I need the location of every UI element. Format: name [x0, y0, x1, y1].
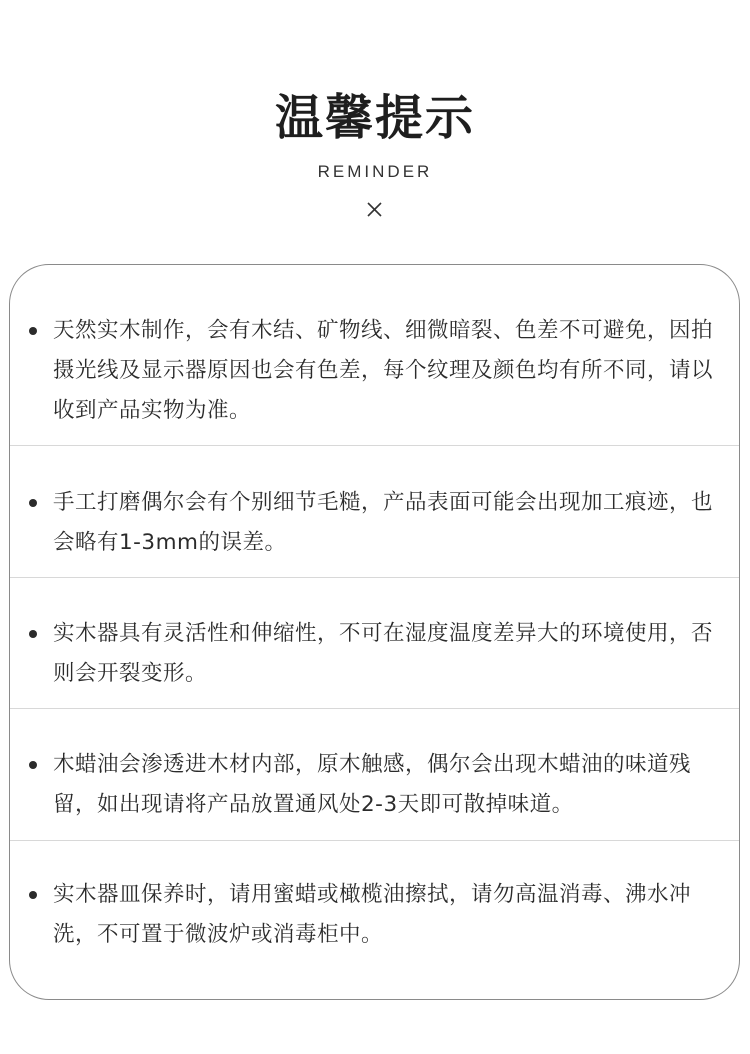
bullet-dot-icon: [29, 630, 37, 638]
note-text: 实木器具有灵活性和伸缩性，不可在湿度温度差异大的环境使用，否则会开裂变形。: [53, 621, 714, 686]
note-text: 手工打磨偶尔会有个别细节毛糙，产品表面可能会出现加工痕迹，也会略有1-3mm的误差。: [53, 490, 714, 555]
page-title: 温馨提示: [274, 90, 475, 146]
bullet-dot-icon: [29, 327, 37, 335]
reminder-card: [9, 264, 740, 1000]
bullet-dot-icon: [29, 761, 37, 769]
bullet-dot-icon: [29, 891, 37, 899]
note-text: 实木器皿保养时，请用蜜蜡或橄榄油擦拭，请勿高温消毒、沸水冲洗，不可置于微波炉或消毒柜中。: [53, 882, 692, 947]
note-text: 木蜡油会渗透进木材内部，原木触感，偶尔会出现木蜡油的味道残留，如出现请将产品放置通风处2-3天即可散掉味道。: [53, 752, 692, 817]
page-subtitle: REMINDER: [317, 162, 433, 181]
divider: [10, 840, 739, 841]
divider: [10, 577, 739, 578]
bullet-dot-icon: [29, 499, 37, 507]
close-x-icon: [365, 200, 384, 219]
divider: [10, 445, 739, 446]
note-text: 天然实木制作，会有木结、矿物线、细微暗裂、色差不可避免，因拍摄光线及显示器原因也会有色差，每个纹理及颜色均有所不同，请以收到产品实物为准。: [53, 318, 714, 423]
divider: [10, 708, 739, 709]
